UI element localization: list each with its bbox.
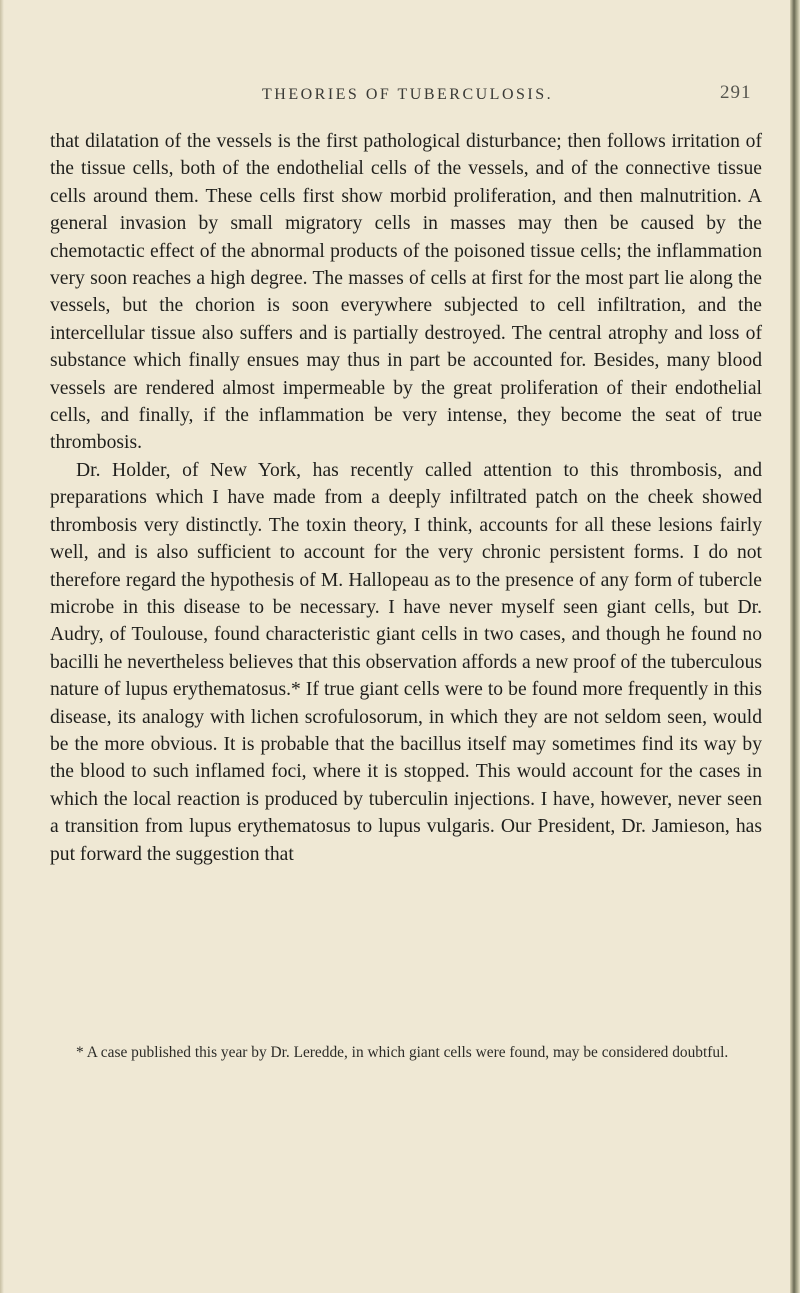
paragraph: Dr. Holder, of New York, has recently called attention to this thrombosis, and preparations which I have made from a deeply infiltrated patch on the cheek showed thrombosis very distinctly. The toxin theory, I think, accounts for all these lesions fairly well, and is also sufficient to account for the very chronic persistent forms. I do not therefore regard the hypothesis of M. Hallopeau as to the presence of any form of tubercle microbe in this disease to be necessary. I have never myself seen giant cells, but Dr. Audry, of Toulouse, found characteristic giant cells in two cases, and though he found no bacilli he nevertheless believes that this observation affords a new proof of the tuberculous nature of lupus erythematosus.* If true giant cells were to be found more frequently in this disease, its analogy with lichen scrofulosorum, in which they are not seldom seen, would be the more obvious. It is probable that the bacillus itself may sometimes find its way by the blood to such inflamed foci, where it is stopped. This would account for the cases in which the local reaction is produced by tuberculin injections. I have, however, never seen a transition from lupus erythematosus to lupus vulgaris. Our President, Dr. Jamieson, has put forward the suggestion that	[50, 459, 762, 865]
page-number: 291	[720, 82, 752, 103]
running-title: THEORIES OF TUBERCULOSIS.	[262, 86, 554, 103]
page-inner-margin-shadow	[0, 0, 4, 1293]
footnote: * A case published this year by Dr. Leredde, in which giant cells were found, may be considered doubtful.	[76, 1044, 729, 1061]
main-text	[50, 128, 762, 868]
page-edge	[790, 0, 800, 1293]
paragraph: that dilatation of the vessels is the first pathological disturbance; then follows irritation of the tissue cells, both of the endothelial cells of the vessels, and of the connective tissue cells around them. These cells first show morbid proliferation, and then malnutrition. A general invasion by small migratory cells in masses may then be caused by the chemotactic effect of the abnormal products of the poisoned tissue cells; the inflammation very soon reaches a high degree. The masses of cells at first for the most part lie along the vessels, but the chorion is soon everywhere subjected to cell infiltration, and the intercellular tissue also suffers and is partially destroyed. The central atrophy and loss of substance which finally ensues may thus in part be accounted for. Besides, many blood vessels are rendered almost impermeable by the great proliferation of their endothelial cells, and finally, if the inflammation be very intense, they become the seat of true thrombosis.	[50, 131, 762, 454]
